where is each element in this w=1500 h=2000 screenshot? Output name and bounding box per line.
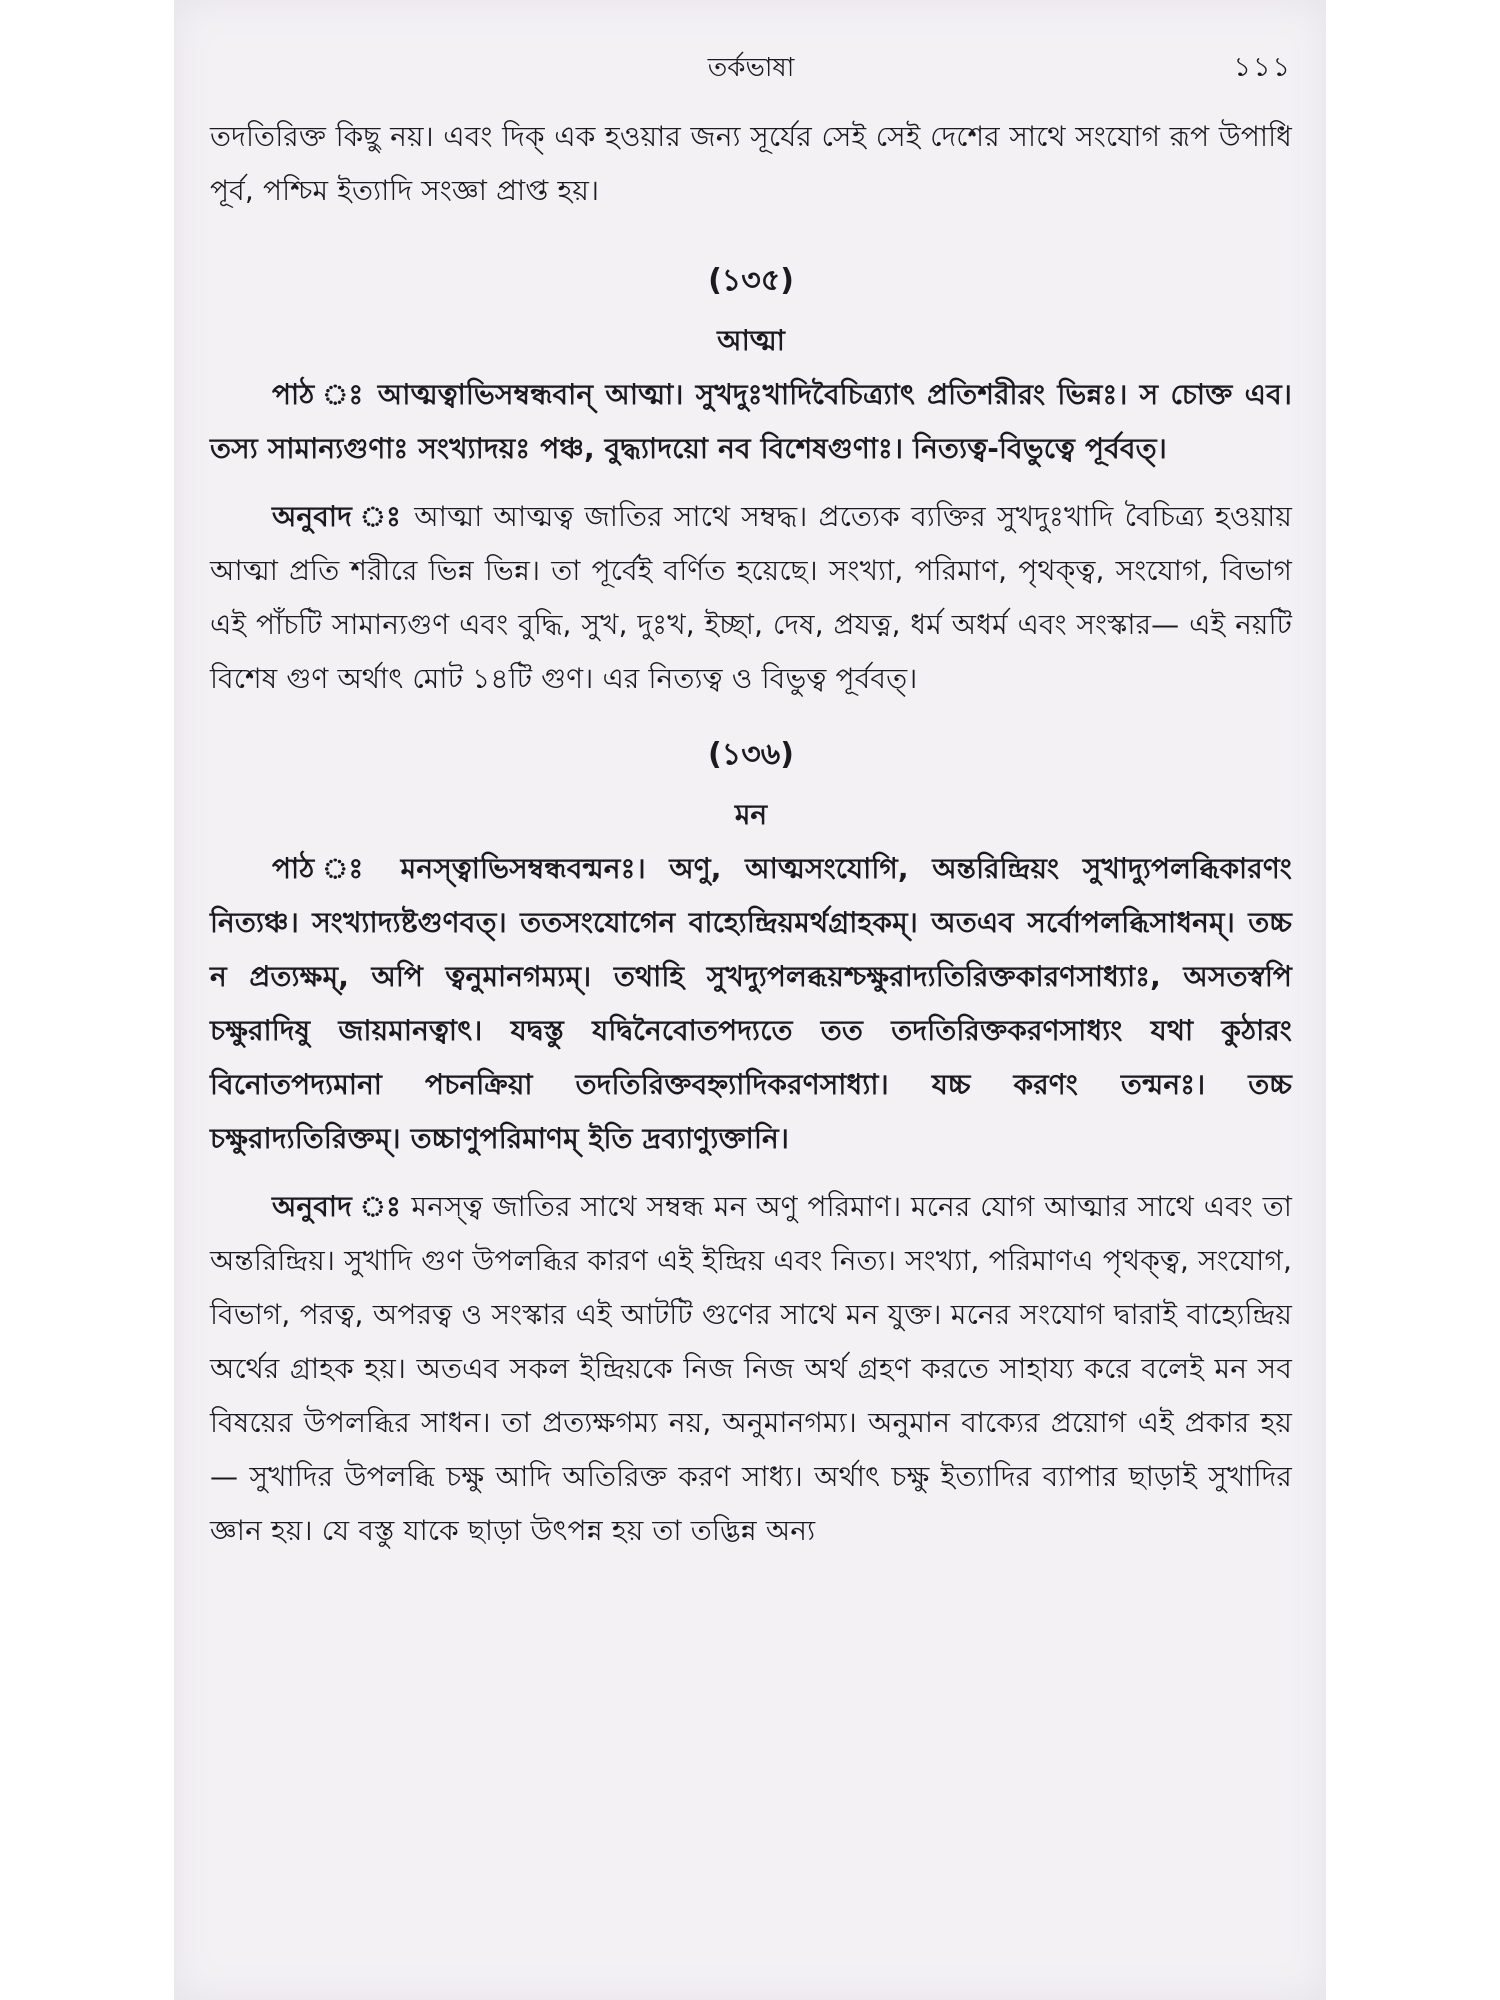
section-title: আত্মা: [717, 324, 785, 357]
sanskrit-text: মনস্ত্বাভিসম্বন্ধবন্মনঃ। অণু, আত্মসংযোগি, অন্তরিন্দ্রিয়ং সুখাদ্যুপলব্ধিকারণং নিত্যঞ্চ। সংখ্যাদ্যষ্টগুণবত্। ততসংযোগেন বাহ্যেন্দ্রিয়মর্থগ্রাহকম্। অতএব সর্বোপলব্ধিসাধনম্। তচ্চ ন প্রত্যক্ষম্, অপি ত্বনুমানগম্যম্। তথাহি সুখদ্যুপলব্ধয়শ্চক্ষুরাদ্যতিরিক্তকারণসাধ্যাঃ, অসতস্বপি চক্ষুরাদিষু জায়মানত্বাৎ। যদ্বস্তু যদ্বিনৈবোতপদ্যতে তত তদতিরিক্তকরণসাধ্যং যথা কুঠারং বিনোতপদ্যমানা পচনক্রিয়া তদতিরিক্তবহ্ন্যাদিকরণসাধ্যা। যচ্চ করণং তন্মনঃ। তচ্চ চক্ষুরাদ্যতিরিক্তম্। তচ্চাণুপরিমাণম্ ইতি দ্রব্যাণ্যুক্তানি।: [210, 852, 1292, 1155]
sanskrit-text: আত্মত্বাভিসম্বন্ধবান্ আত্মা। সুখদুঃখাদিবৈচিত্র্যাৎ প্রতিশরীরং ভিন্নঃ। স চোক্ত এব। তস্য সামান্যগুণাঃ সংখ্যাদয়ঃ পঞ্চ, বুদ্ধ্যাদয়ো নব বিশেষগুণাঃ। নিত্যত্ব-বিভুত্বে পূর্ববত্।: [210, 378, 1292, 465]
book-page: [174, 0, 1326, 2000]
section-number: (১৩৬): [708, 737, 794, 772]
translation-text: মনস্ত্ব জাতির সাথে সম্বন্ধ মন অণু পরিমাণ। মনের যোগ আত্মার সাথে এবং তা অন্তরিন্দ্রিয়। সুখাদি গুণ উপলব্ধির কারণ এই ইন্দ্রিয় এবং নিত্য। সংখ্যা, পরিমাণএ পৃথক্ত্ব, সংযোগ, বিভাগ, পরত্ব, অপরত্ব ও সংস্কার এই আটটি গুণের সাথে মন যুক্ত। মনের সংযোগ দ্বারাই বাহ্যেন্দ্রিয় অর্থের গ্রাহক হয়। অতএব সকল ইন্দ্রিয়কে নিজ নিজ অর্থ গ্রহণ করতে সাহায্য করে বলেই মন সব বিষয়ের উপলব্ধির সাধন। তা প্রত্যক্ষগম্য নয়, অনুমানগম্য। অনুমান বাক্যের প্রয়োগ এই প্রকার হয়— সুখাদির উপলব্ধি চক্ষু আদি অতিরিক্ত করণ সাধ্য। অর্থাৎ চক্ষু ইত্যাদির ব্যাপার ছাড়াই সুখাদির জ্ঞান হয়। যে বস্তু যাকে ছাড়া উৎপন্ন হয় তা তদ্ভিন্ন অন্য: [210, 1190, 1292, 1547]
translation-text: আত্মা আত্মত্ব জাতির সাথে সম্বদ্ধ। প্রত্যেক ব্যক্তির সুখদুঃখাদি বৈচিত্র্য হওয়ায় আত্মা প্রতি শরীরে ভিন্ন ভিন্ন। তা পূর্বেই বর্ণিত হয়েছে। সংখ্যা, পরিমাণ, পৃথক্ত্ব, সংযোগ, বিভাগ এই পাঁচটি সামান্যগুণ এবং বুদ্ধি, সুখ, দুঃখ, ইচ্ছা, দেষ, প্রযত্ন, ধর্ম অধর্ম এবং সংস্কার— এই নয়টি বিশেষ গুণ অর্থাৎ মোট ১৪টি গুণ। এর নিত্যত্ব ও বিভুত্ব পূর্ববত্।: [210, 500, 1292, 695]
translation-label: অনুবাদ ঃ: [272, 500, 404, 533]
sanskrit-text-paragraph: [210, 842, 1292, 1166]
translation-label: অনুবাদ ঃ: [272, 1190, 402, 1223]
text-label: পাঠ ঃ: [272, 852, 378, 885]
page-header: [210, 38, 1292, 98]
page-content: [210, 0, 1292, 2000]
intro-paragraph: তদতিরিক্ত কিছু নয়। এবং দিক্ এক হওয়ার জন্য সূর্যের সেই সেই দেশের সাথে সংযোগ রূপ উপাধি পূর্ব, পশ্চিম ইত্যাদি সংজ্ঞা প্রাপ্ত হয়।: [210, 120, 1292, 207]
section-title: মন: [734, 798, 768, 831]
sanskrit-text-paragraph: [210, 368, 1292, 476]
text-label: পাঠ ঃ: [272, 378, 366, 411]
running-title: তর্কভাষা: [707, 53, 795, 83]
translation-paragraph: [210, 490, 1292, 706]
section-number: (১৩৫): [708, 263, 794, 298]
page-number: ১১১: [1233, 52, 1292, 83]
translation-paragraph: [210, 1180, 1292, 1558]
